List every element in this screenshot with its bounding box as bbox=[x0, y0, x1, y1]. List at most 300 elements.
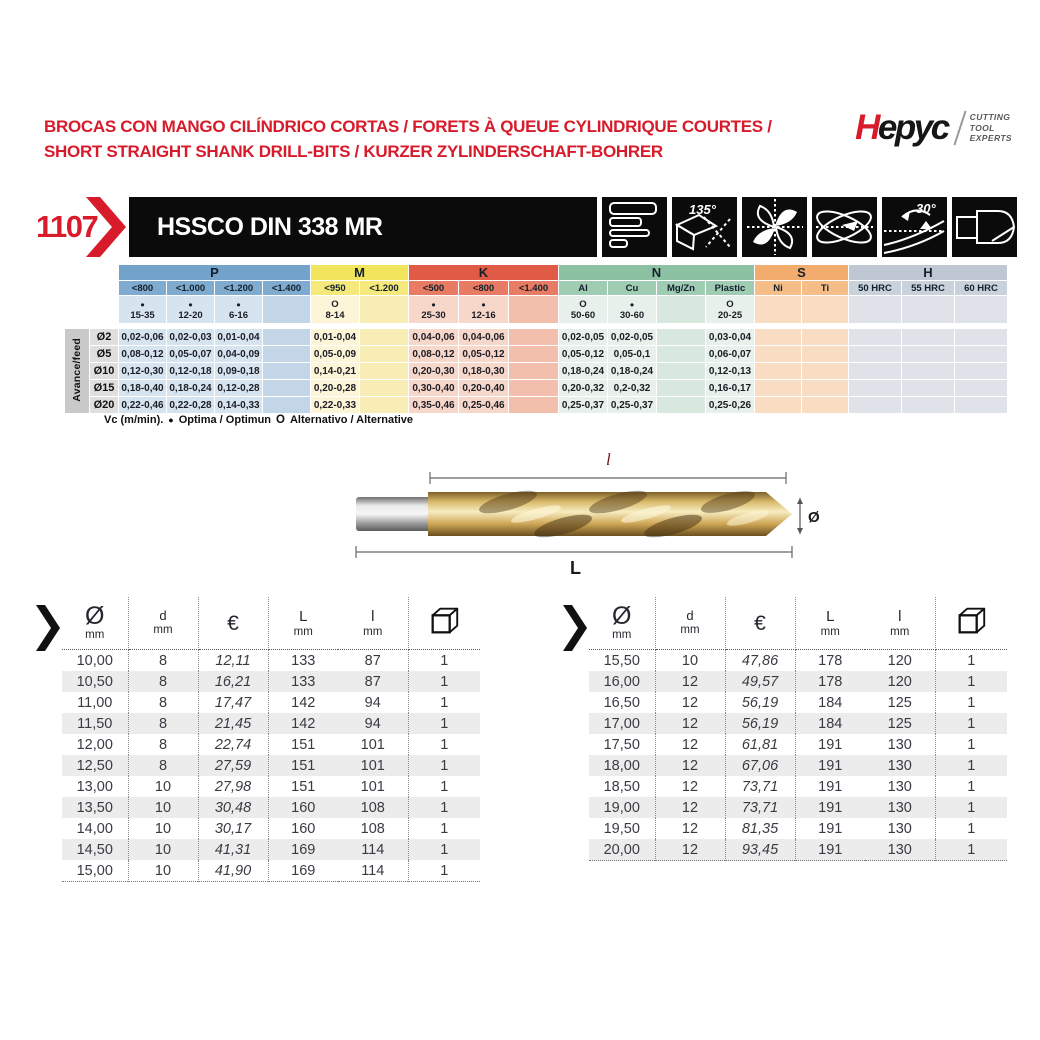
feed-cell: 0,02-0,06 bbox=[119, 329, 166, 345]
tagline-line: TOOL bbox=[969, 122, 995, 133]
dia-label: Ø5 bbox=[90, 346, 118, 362]
vc-mark: ● bbox=[236, 299, 241, 309]
table-cell: 27,59 bbox=[198, 755, 268, 776]
table-cell: 12 bbox=[655, 713, 725, 734]
vc-range: 8-14 bbox=[325, 309, 345, 321]
table-cell: 1 bbox=[967, 736, 976, 753]
feed-cell: 0,09-0,18 bbox=[215, 363, 262, 379]
table-cell: 21,45 bbox=[198, 713, 268, 734]
table-cell: 114 bbox=[338, 860, 408, 882]
table-arrow-icon bbox=[36, 605, 60, 656]
table-cell: 120 bbox=[865, 650, 935, 672]
table-cell: 16,21 bbox=[198, 671, 268, 692]
feed-cell bbox=[657, 380, 705, 396]
feed-row bbox=[65, 363, 1007, 379]
vc-cell bbox=[215, 296, 262, 323]
feed-cell bbox=[802, 363, 848, 379]
column-header bbox=[655, 597, 725, 650]
feed-cell bbox=[755, 397, 801, 413]
feed-cell: 0,02-0,05 bbox=[608, 329, 656, 345]
table-cell: 12,11 bbox=[198, 650, 268, 672]
feed-cell: 0,25-0,37 bbox=[608, 397, 656, 413]
feed-cell bbox=[802, 346, 848, 362]
table-cell: 27,98 bbox=[198, 776, 268, 797]
vc-range: 12-20 bbox=[178, 309, 203, 321]
feed-cell bbox=[849, 397, 901, 413]
column-header bbox=[198, 597, 268, 650]
table-cell: 142 bbox=[291, 694, 316, 711]
header-main: d bbox=[159, 608, 167, 623]
cross-section-icon bbox=[742, 197, 807, 257]
header-main: l bbox=[371, 607, 375, 625]
side-label-text: Avance/feed bbox=[71, 337, 83, 402]
table-cell: 12 bbox=[655, 839, 725, 861]
feed-cell bbox=[955, 380, 1007, 396]
table-cell: 1 bbox=[967, 652, 976, 669]
feed-cell: 0,06-0,07 bbox=[706, 346, 754, 362]
cutting-speed-table bbox=[64, 264, 1008, 414]
table-cell: 133 bbox=[291, 673, 316, 690]
table-cell: 1 bbox=[967, 841, 976, 858]
header-main: Ø bbox=[85, 602, 105, 630]
feed-cell bbox=[955, 329, 1007, 345]
table-row bbox=[589, 713, 1007, 734]
table-cell: 191 bbox=[818, 841, 843, 858]
feed-cell bbox=[802, 380, 848, 396]
table-cell: 130 bbox=[865, 734, 935, 755]
table-cell: 10 bbox=[655, 650, 725, 672]
table-cell: 13,50 bbox=[62, 797, 128, 818]
table-cell: 41,90 bbox=[198, 860, 268, 882]
feed-row bbox=[65, 380, 1007, 396]
vc-mark bbox=[902, 299, 954, 310]
flute-length-label: l bbox=[606, 450, 611, 469]
product-bar bbox=[36, 197, 1017, 257]
table-cell: 1 bbox=[440, 673, 449, 690]
price-table bbox=[589, 597, 1007, 861]
feed-cell: 0,25-0,26 bbox=[706, 397, 754, 413]
vc-mark bbox=[755, 299, 801, 310]
table-row bbox=[62, 692, 480, 713]
table-cell: 30,17 bbox=[198, 818, 268, 839]
table-cell: 14,50 bbox=[62, 839, 128, 860]
table-cell: 16,50 bbox=[589, 692, 655, 713]
table-cell: 87 bbox=[338, 671, 408, 692]
table-cell: 67,06 bbox=[725, 755, 795, 776]
table-cell: 12 bbox=[655, 818, 725, 839]
table-cell: 151 bbox=[291, 736, 316, 753]
vc-range bbox=[657, 310, 705, 321]
alternative-mark-icon: O bbox=[276, 414, 285, 426]
vc-cell bbox=[755, 296, 801, 323]
table-cell: 130 bbox=[865, 755, 935, 776]
table-cell: 18,50 bbox=[589, 776, 655, 797]
feed-cell: 0,22-0,46 bbox=[119, 397, 166, 413]
feed-cell: 0,20-0,40 bbox=[459, 380, 508, 396]
header-sub: mm bbox=[820, 625, 840, 638]
table-row bbox=[62, 650, 480, 672]
table-cell: 125 bbox=[865, 692, 935, 713]
table-cell: 10 bbox=[128, 776, 198, 797]
feed-cell bbox=[263, 397, 310, 413]
table-cell: 1 bbox=[440, 736, 449, 753]
table-cell: 1 bbox=[440, 778, 449, 795]
table-cell: 47,86 bbox=[725, 650, 795, 672]
column-header bbox=[268, 597, 338, 650]
speed-col-header: <1.200 bbox=[215, 281, 262, 295]
table-cell: 169 bbox=[291, 841, 316, 858]
speed-col-header: <800 bbox=[119, 281, 166, 295]
vc-range bbox=[755, 310, 801, 321]
table-cell: 1 bbox=[440, 799, 449, 816]
header-sub: mm bbox=[153, 624, 173, 636]
product-name-bar bbox=[129, 197, 597, 257]
vc-range bbox=[509, 310, 558, 321]
vc-cell bbox=[559, 296, 607, 323]
speed-col-header: 60 HRC bbox=[955, 281, 1007, 295]
table-row bbox=[62, 797, 480, 818]
vc-range bbox=[955, 310, 1007, 321]
feed-cell bbox=[755, 363, 801, 379]
feed-cell bbox=[902, 397, 954, 413]
table-arrow-icon bbox=[563, 605, 587, 656]
speed-legend bbox=[104, 414, 413, 426]
feed-cell bbox=[802, 397, 848, 413]
table-cell: 8 bbox=[128, 692, 198, 713]
table-cell: 10,50 bbox=[62, 671, 128, 692]
feed-cell bbox=[360, 397, 408, 413]
title-line-2: SHORT STRAIGHT SHANK DRILL-BITS / KURZER ZYLINDERSCHAFT-BOHRER bbox=[44, 142, 663, 161]
vc-cell bbox=[409, 296, 458, 323]
table-cell: 16,00 bbox=[589, 671, 655, 692]
brand-logo bbox=[855, 108, 1012, 148]
speed-col-header: <1.000 bbox=[167, 281, 214, 295]
speed-col-header: <1.400 bbox=[509, 281, 558, 295]
feed-cell: 0,04-0,06 bbox=[409, 329, 458, 345]
legend-optimal: Optima / Optimun bbox=[178, 414, 272, 426]
header-sub: mm bbox=[890, 625, 910, 638]
header-sub: mm bbox=[680, 624, 700, 636]
product-name: HSSCO DIN 338 MR bbox=[157, 212, 383, 241]
table-row bbox=[589, 671, 1007, 692]
feed-cell: 0,04-0,06 bbox=[459, 329, 508, 345]
feed-cell: 0,18-0,30 bbox=[459, 363, 508, 379]
price-header-row bbox=[62, 597, 480, 650]
box-icon bbox=[954, 604, 988, 638]
feed-cell bbox=[755, 346, 801, 362]
table-cell: 56,19 bbox=[725, 692, 795, 713]
feed-cell bbox=[657, 363, 705, 379]
feed-cell bbox=[902, 329, 954, 345]
vc-cell bbox=[119, 296, 166, 323]
feed-cell: 0,18-0,40 bbox=[119, 380, 166, 396]
feed-cell bbox=[849, 346, 901, 362]
column-header bbox=[795, 597, 865, 650]
feed-cell bbox=[902, 363, 954, 379]
table-cell: 142 bbox=[291, 715, 316, 732]
feed-cell bbox=[849, 363, 901, 379]
table-row bbox=[589, 692, 1007, 713]
split-point-icon bbox=[812, 197, 877, 257]
cylindrical-shank-icon bbox=[952, 197, 1017, 257]
side-label bbox=[65, 329, 89, 413]
vc-mark bbox=[509, 299, 558, 310]
speed-subheader-row bbox=[65, 281, 1007, 295]
feed-cell: 0,30-0,40 bbox=[409, 380, 458, 396]
cutting-speed-section bbox=[64, 264, 1008, 414]
vc-cell bbox=[849, 296, 901, 323]
red-arrow-icon bbox=[86, 197, 126, 257]
header-main: d bbox=[686, 608, 694, 623]
box-qty-header bbox=[935, 597, 1007, 650]
speed-vc-row bbox=[65, 296, 1007, 323]
vc-mark bbox=[802, 299, 848, 310]
table-cell: 130 bbox=[865, 776, 935, 797]
vc-range: 50-60 bbox=[570, 309, 596, 321]
feed-cell: 0,18-0,24 bbox=[559, 363, 607, 379]
vc-range bbox=[849, 310, 901, 321]
feed-cell: 0,35-0,46 bbox=[409, 397, 458, 413]
header-sub: mm bbox=[293, 625, 313, 638]
table-cell: 41,31 bbox=[198, 839, 268, 860]
table-cell: 125 bbox=[865, 713, 935, 734]
table-cell: 56,19 bbox=[725, 713, 795, 734]
vc-mark: ● bbox=[481, 299, 486, 309]
header-main: L bbox=[299, 607, 308, 625]
feed-cell bbox=[509, 346, 558, 362]
table-row bbox=[62, 734, 480, 755]
table-cell: 1 bbox=[967, 715, 976, 732]
table-cell: 94 bbox=[338, 713, 408, 734]
table-row bbox=[589, 650, 1007, 672]
feed-cell: 0,16-0,17 bbox=[706, 380, 754, 396]
table-cell: 1 bbox=[440, 715, 449, 732]
speed-col-header: Mg/Zn bbox=[657, 281, 705, 295]
table-cell: 108 bbox=[338, 818, 408, 839]
vc-mark: ● bbox=[431, 299, 436, 309]
header-main: € bbox=[227, 611, 239, 635]
speed-col-header: <500 bbox=[409, 281, 458, 295]
feed-cell: 0,12-0,13 bbox=[706, 363, 754, 379]
table-cell: 12,50 bbox=[62, 755, 128, 776]
feed-cell bbox=[755, 380, 801, 396]
vc-range bbox=[902, 310, 954, 321]
speed-group-header: S bbox=[755, 265, 848, 280]
table-cell: 73,71 bbox=[725, 776, 795, 797]
vc-mark bbox=[849, 299, 901, 310]
table-cell: 1 bbox=[440, 841, 449, 858]
table-cell: 20,00 bbox=[589, 839, 655, 861]
speed-col-header: 55 HRC bbox=[902, 281, 954, 295]
feed-cell: 0,22-0,28 bbox=[167, 397, 214, 413]
table-cell: 12,00 bbox=[62, 734, 128, 755]
speed-col-header: <1.400 bbox=[263, 281, 310, 295]
table-cell: 1 bbox=[967, 820, 976, 837]
dia-label: Ø10 bbox=[90, 363, 118, 379]
column-header bbox=[62, 597, 128, 650]
table-cell: 17,50 bbox=[589, 734, 655, 755]
table-cell: 15,00 bbox=[62, 860, 128, 882]
dia-label: Ø15 bbox=[90, 380, 118, 396]
feed-cell: 0,18-0,24 bbox=[167, 380, 214, 396]
feed-cell: 0,05-0,12 bbox=[559, 346, 607, 362]
table-cell: 120 bbox=[865, 671, 935, 692]
table-cell: 169 bbox=[291, 862, 316, 879]
feed-cell: 0,08-0,12 bbox=[119, 346, 166, 362]
table-cell: 130 bbox=[865, 839, 935, 861]
vc-cell bbox=[902, 296, 954, 323]
table-cell: 18,00 bbox=[589, 755, 655, 776]
point-angle-icon bbox=[672, 197, 737, 257]
header-sub: mm bbox=[363, 625, 383, 638]
legend-prefix: Vc (m/min). bbox=[104, 414, 164, 426]
table-cell: 15,50 bbox=[589, 650, 655, 672]
table-cell: 151 bbox=[291, 757, 316, 774]
vc-mark bbox=[657, 299, 705, 310]
table-cell: 13,00 bbox=[62, 776, 128, 797]
feed-cell: 0,12-0,30 bbox=[119, 363, 166, 379]
feed-cell bbox=[263, 346, 310, 362]
table-cell: 93,45 bbox=[725, 839, 795, 861]
logo-divider bbox=[953, 111, 966, 146]
table-cell: 1 bbox=[440, 820, 449, 837]
table-cell: 130 bbox=[865, 818, 935, 839]
table-cell: 8 bbox=[128, 650, 198, 672]
table-cell: 61,81 bbox=[725, 734, 795, 755]
table-row bbox=[62, 818, 480, 839]
vc-mark bbox=[263, 299, 310, 310]
table-row bbox=[589, 839, 1007, 861]
table-cell: 17,47 bbox=[198, 692, 268, 713]
speed-col-header: <1.200 bbox=[360, 281, 408, 295]
product-code: 1107 bbox=[36, 209, 98, 244]
feed-cell: 0,04-0,09 bbox=[215, 346, 262, 362]
flute-length-dimension bbox=[430, 472, 786, 484]
vc-cell bbox=[706, 296, 754, 323]
feed-cell bbox=[509, 380, 558, 396]
table-cell: 160 bbox=[291, 820, 316, 837]
speed-col-header: Ni bbox=[755, 281, 801, 295]
table-row bbox=[62, 839, 480, 860]
vc-range: 30-60 bbox=[619, 309, 645, 321]
table-row bbox=[589, 797, 1007, 818]
table-cell: 10 bbox=[128, 818, 198, 839]
speed-group-header: K bbox=[409, 265, 558, 280]
header-sub: mm bbox=[612, 629, 632, 641]
helix-angle-icon bbox=[882, 197, 947, 257]
header-sub: mm bbox=[85, 629, 105, 641]
feed-cell: 0,05-0,09 bbox=[311, 346, 359, 362]
feed-cell: 0,18-0,24 bbox=[608, 363, 656, 379]
table-cell: 17,00 bbox=[589, 713, 655, 734]
feed-cell: 0,20-0,32 bbox=[559, 380, 607, 396]
speed-group-row bbox=[65, 265, 1007, 280]
table-cell: 10 bbox=[128, 797, 198, 818]
header-main: l bbox=[898, 607, 902, 625]
feed-cell bbox=[263, 363, 310, 379]
box-icon bbox=[427, 604, 461, 638]
table-cell: 73,71 bbox=[725, 797, 795, 818]
table-cell: 11,00 bbox=[62, 692, 128, 713]
feed-cell bbox=[955, 363, 1007, 379]
vc-cell bbox=[459, 296, 508, 323]
feed-cell bbox=[263, 380, 310, 396]
vc-range: 15-35 bbox=[130, 309, 155, 321]
column-header bbox=[128, 597, 198, 650]
feed-cell bbox=[955, 397, 1007, 413]
vc-range bbox=[263, 310, 310, 321]
table-cell: 8 bbox=[128, 713, 198, 734]
table-cell: 133 bbox=[291, 652, 316, 669]
vc-range: 25-30 bbox=[421, 309, 446, 321]
table-cell: 1 bbox=[967, 694, 976, 711]
feed-cell: 0,2-0,32 bbox=[608, 380, 656, 396]
feed-cell bbox=[902, 346, 954, 362]
table-cell: 30,48 bbox=[198, 797, 268, 818]
feed-cell bbox=[657, 397, 705, 413]
vc-cell bbox=[657, 296, 705, 323]
table-row bbox=[62, 860, 480, 882]
total-length-dimension bbox=[356, 546, 792, 558]
price-table-left bbox=[36, 597, 482, 882]
feed-cell: 0,14-0,21 bbox=[311, 363, 359, 379]
table-row bbox=[62, 713, 480, 734]
header-main: Ø bbox=[612, 602, 632, 630]
table-cell: 1 bbox=[967, 799, 976, 816]
feed-cell: 0,25-0,46 bbox=[459, 397, 508, 413]
price-table-right bbox=[563, 597, 1009, 861]
logo-brand-text: Hepyc bbox=[855, 108, 948, 147]
feed-row bbox=[65, 346, 1007, 362]
feed-row bbox=[65, 397, 1007, 413]
feed-row bbox=[65, 329, 1007, 345]
diameter-range-icon bbox=[602, 197, 667, 257]
vc-mark: ● bbox=[629, 299, 635, 309]
table-cell: 101 bbox=[338, 755, 408, 776]
speed-col-header: Al bbox=[559, 281, 607, 295]
speed-group-header: N bbox=[559, 265, 754, 280]
title-line-1: BROCAS CON MANGO CILÍNDRICO CORTAS / FORETS À QUEUE CYLINDRIQUE COURTES / bbox=[44, 117, 772, 136]
vc-range: 20-25 bbox=[717, 309, 743, 321]
table-cell: 12 bbox=[655, 671, 725, 692]
feed-cell: 0,02-0,03 bbox=[167, 329, 214, 345]
table-cell: 114 bbox=[338, 839, 408, 860]
feed-cell bbox=[955, 346, 1007, 362]
table-cell: 87 bbox=[338, 650, 408, 672]
vc-range: 12-16 bbox=[471, 309, 496, 321]
table-cell: 191 bbox=[818, 820, 843, 837]
diameter-dimension bbox=[797, 498, 803, 534]
table-cell: 1 bbox=[440, 694, 449, 711]
table-cell: 12 bbox=[655, 734, 725, 755]
table-cell: 12 bbox=[655, 755, 725, 776]
vc-cell bbox=[360, 296, 408, 323]
total-length-label: L bbox=[570, 558, 581, 578]
feed-cell bbox=[902, 380, 954, 396]
speed-col-header: Ti bbox=[802, 281, 848, 295]
vc-cell bbox=[509, 296, 558, 323]
feed-cell: 0,12-0,18 bbox=[167, 363, 214, 379]
vc-mark: O bbox=[331, 298, 339, 310]
price-table bbox=[62, 597, 480, 882]
table-cell: 108 bbox=[338, 797, 408, 818]
table-cell: 178 bbox=[818, 652, 843, 669]
vc-cell bbox=[802, 296, 848, 323]
column-header bbox=[725, 597, 795, 650]
table-cell: 184 bbox=[818, 715, 843, 732]
legend-alternative: Alternativo / Alternative bbox=[289, 414, 414, 426]
feed-cell bbox=[360, 329, 408, 345]
